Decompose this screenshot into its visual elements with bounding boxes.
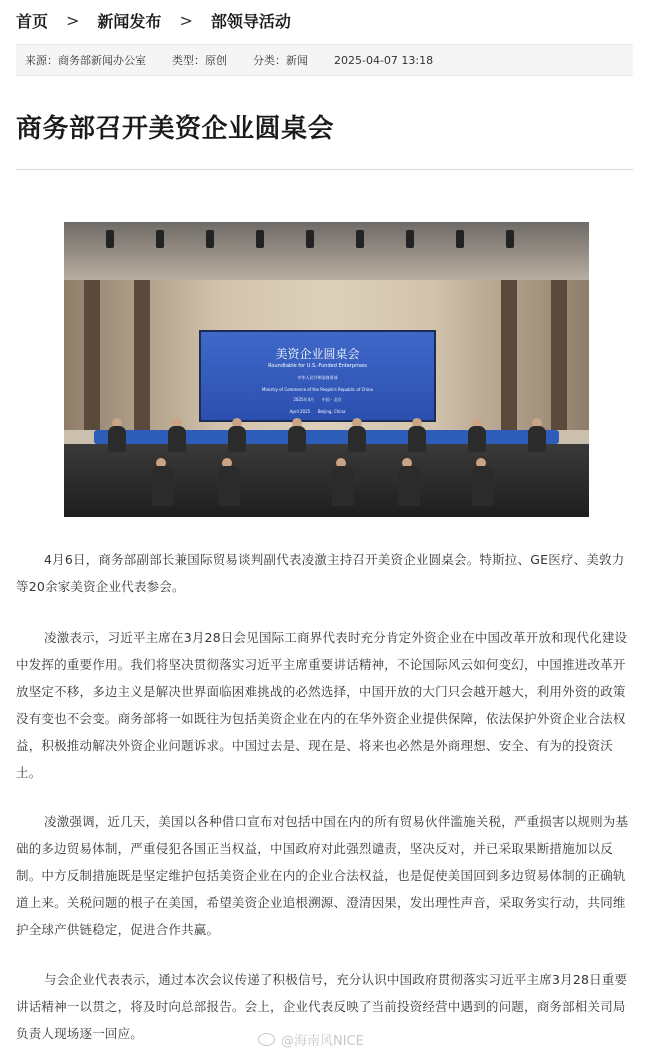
wall-panel bbox=[134, 280, 150, 430]
attendee bbox=[348, 426, 366, 452]
ceiling-lamp bbox=[406, 230, 414, 248]
breadcrumb-leader-activities-link[interactable]: 部领导活动 bbox=[210, 11, 291, 31]
attendee bbox=[398, 466, 420, 506]
meta-category: 分类：新闻 bbox=[253, 54, 308, 67]
wall-panel bbox=[84, 280, 100, 430]
attendee bbox=[528, 426, 546, 452]
screen-place-cn: 中国 · 北京 bbox=[321, 397, 342, 402]
conference-table bbox=[94, 430, 559, 444]
breadcrumb bbox=[16, 8, 291, 32]
ceiling-lamp bbox=[356, 230, 364, 248]
attendee bbox=[332, 466, 354, 506]
breadcrumb-home-link[interactable]: 首页 bbox=[16, 11, 49, 31]
watermark bbox=[258, 1030, 364, 1049]
meta-source: 来源：商务部新闻办公室 bbox=[25, 54, 146, 67]
weibo-icon bbox=[258, 1033, 275, 1046]
attendee bbox=[228, 426, 246, 452]
screen-org-en: Ministry of Commerce of the People's Republic of China bbox=[262, 387, 373, 392]
article-paragraph: 凌激表示，习近平主席在3月28日会见国际工商界代表时充分肯定外资企业在中国改革开放和现代化建设中发挥的重要作用。我们将坚决贯彻落实习近平主席重要讲话精神，不论国际风云如何变幻，中国推进改革开放坚定不移，多边主义是解决世界面临困难挑战的必然选择，中国开放的大门只会越开越大，利用外资的政策没有变也不会变。商务部将一如既往为包括美资企业在内的在华外资企业提供保障，依法保护外资企业合法权益，积极推动解决外资企业问题诉求。中国过去是、现在是、将来也必然是外商理想、安全、有为的投资沃土。 bbox=[16, 630, 628, 780]
chevron-right-icon: > bbox=[179, 10, 193, 30]
meta-type: 类型：原创 bbox=[172, 54, 227, 67]
ceiling-lamp bbox=[106, 230, 114, 248]
attendee bbox=[218, 466, 240, 506]
attendee bbox=[408, 426, 426, 452]
screen-title: 美资企业圆桌会 bbox=[275, 347, 360, 361]
ceiling-lamp bbox=[506, 230, 514, 248]
screen-date-line-en bbox=[201, 409, 434, 414]
breadcrumb-news-link[interactable]: 新闻发布 bbox=[97, 11, 162, 31]
chevron-right-icon: > bbox=[66, 10, 80, 30]
article-title: 商务部召开美资企业圆桌会 bbox=[16, 114, 335, 144]
screen-place-en: Beijing, China bbox=[317, 409, 346, 414]
attendee bbox=[472, 466, 494, 506]
photo-floor bbox=[64, 444, 589, 517]
meta-datetime: 2025-04-07 13:18 bbox=[334, 53, 434, 67]
title-divider bbox=[16, 169, 633, 170]
screen-date-cn: 2025年4月 bbox=[293, 397, 315, 402]
ceiling-lamp bbox=[456, 230, 464, 248]
screen-date-en: April 2025 bbox=[289, 409, 311, 414]
screen-subtitle: Roundtable for U.S.-Funded Enterprises bbox=[268, 363, 367, 369]
article-meta-bar bbox=[16, 44, 633, 76]
wall-panel bbox=[551, 280, 567, 430]
screen-org-cn: 中华人民共和国商务部 bbox=[297, 375, 338, 380]
ceiling-lamp bbox=[256, 230, 264, 248]
attendee bbox=[168, 426, 186, 452]
article-paragraph: 凌激强调，近几天，美国以各种借口宣布对包括中国在内的所有贸易伙伴滥施关税，严重损害以规则为基础的多边贸易体制，严重侵犯各国正当权益，中国政府对此强烈谴责，坚决反对，并已采取果断措施加以反制。中方反制措施既是坚定维护包括美资企业在内的企业合法权益，也是促使美国回到多边贸易体制的正确轨道上来。关税问题的根子在美国，希望美资企业追根溯源、澄清因果，发出理性声音，采取务实行动，共同维护全球产供链稳定，促进合作共赢。 bbox=[16, 814, 629, 937]
ceiling-lamp bbox=[156, 230, 164, 248]
watermark-text: @海南风NICE bbox=[281, 1034, 364, 1049]
attendee bbox=[108, 426, 126, 452]
screen-date-line bbox=[201, 397, 434, 403]
attendee bbox=[152, 466, 174, 506]
ceiling-lamp bbox=[206, 230, 214, 248]
meeting-photo bbox=[64, 222, 589, 517]
attendee bbox=[288, 426, 306, 452]
article-paragraph: 与会企业代表表示，通过本次会议传递了积极信号，充分认识中国政府贯彻落实习近平主席3月28日重要讲话精神一以贯之，将及时向总部报告。会上，企业代表反映了当前投资经营中遇到的问题，商务部相关司局负责人现场逐一回应。 bbox=[16, 972, 628, 1041]
wall-panel bbox=[501, 280, 517, 430]
article-paragraph: 4月6日，商务部副部长兼国际贸易谈判副代表凌激主持召开美资企业圆桌会。特斯拉、GE医疗、美敦力等20余家美资企业代表参会。 bbox=[16, 552, 625, 594]
presentation-screen bbox=[199, 330, 436, 422]
attendee bbox=[468, 426, 486, 452]
ceiling-lamp bbox=[306, 230, 314, 248]
